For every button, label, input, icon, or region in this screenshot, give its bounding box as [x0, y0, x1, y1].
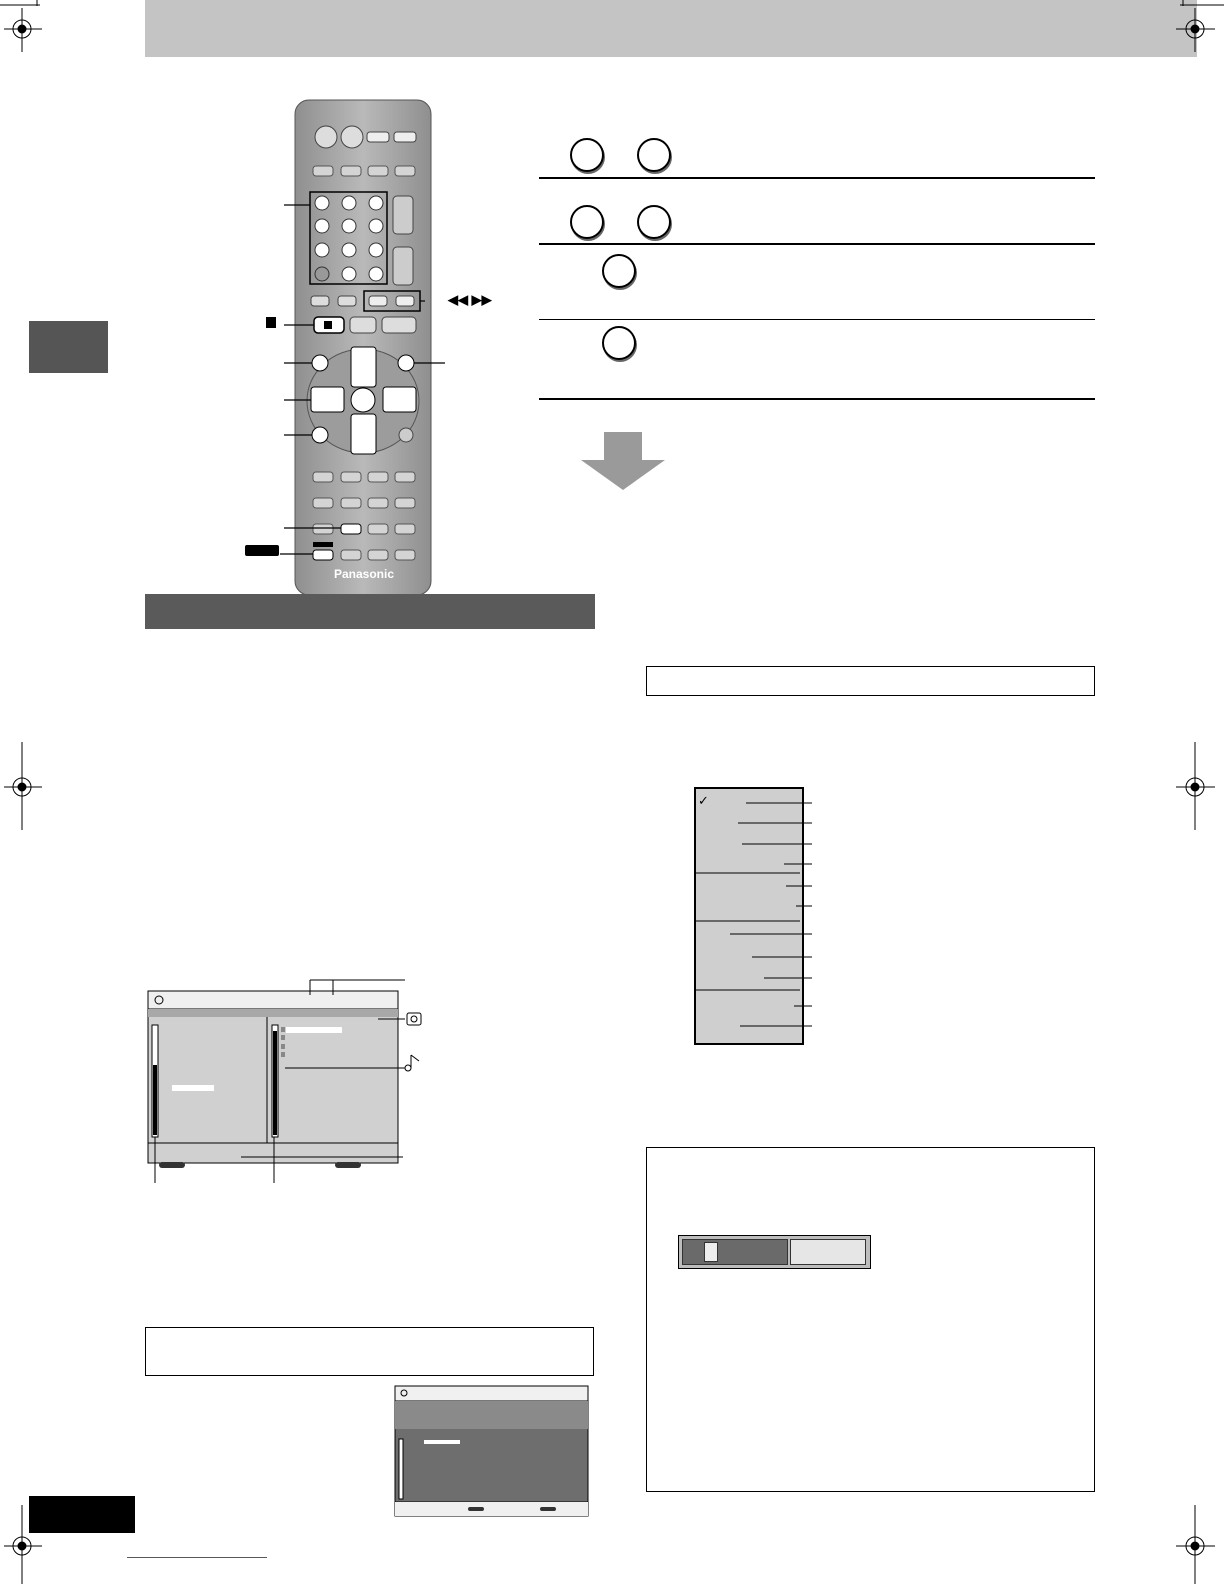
navigator-screen-illustration [145, 975, 425, 1185]
note-box-left [145, 1327, 594, 1376]
music-note-icon [405, 1055, 419, 1071]
step-divider-2 [539, 243, 1095, 245]
step-4-button [602, 326, 636, 360]
menu-callout-lines [694, 787, 824, 1043]
down-arrow-icon [604, 432, 642, 462]
camera-icon [407, 1013, 421, 1025]
tips-box [646, 1147, 1095, 1492]
step-divider-1 [539, 177, 1095, 179]
step-divider-4 [539, 398, 1095, 400]
footer-rule [127, 1557, 267, 1558]
step-1-button-a [570, 138, 604, 172]
menu-check-mark: ✓ [698, 793, 709, 808]
chapter-side-tab [29, 321, 108, 373]
section-heading-bar [145, 594, 595, 629]
step-3-button [602, 254, 636, 288]
remote-control-illustration [240, 95, 510, 595]
step-2-button-b [637, 205, 671, 239]
music-list-screen-illustration [394, 1385, 590, 1517]
osd-progress-widget [678, 1235, 871, 1269]
page-number-tab [29, 1496, 135, 1533]
remote-brand-label: Panasonic [333, 567, 395, 581]
osd-progress-fill [682, 1239, 788, 1265]
step-2-button-a [570, 205, 604, 239]
step-1-button-b [637, 138, 671, 172]
note-box-right [646, 666, 1095, 696]
down-arrow-head [581, 460, 665, 490]
osd-progress-handle [704, 1242, 718, 1262]
step-divider-3 [539, 319, 1095, 320]
osd-progress-remaining [790, 1239, 866, 1265]
skip-symbols-label: ◀◀ ▶▶ [448, 292, 492, 307]
